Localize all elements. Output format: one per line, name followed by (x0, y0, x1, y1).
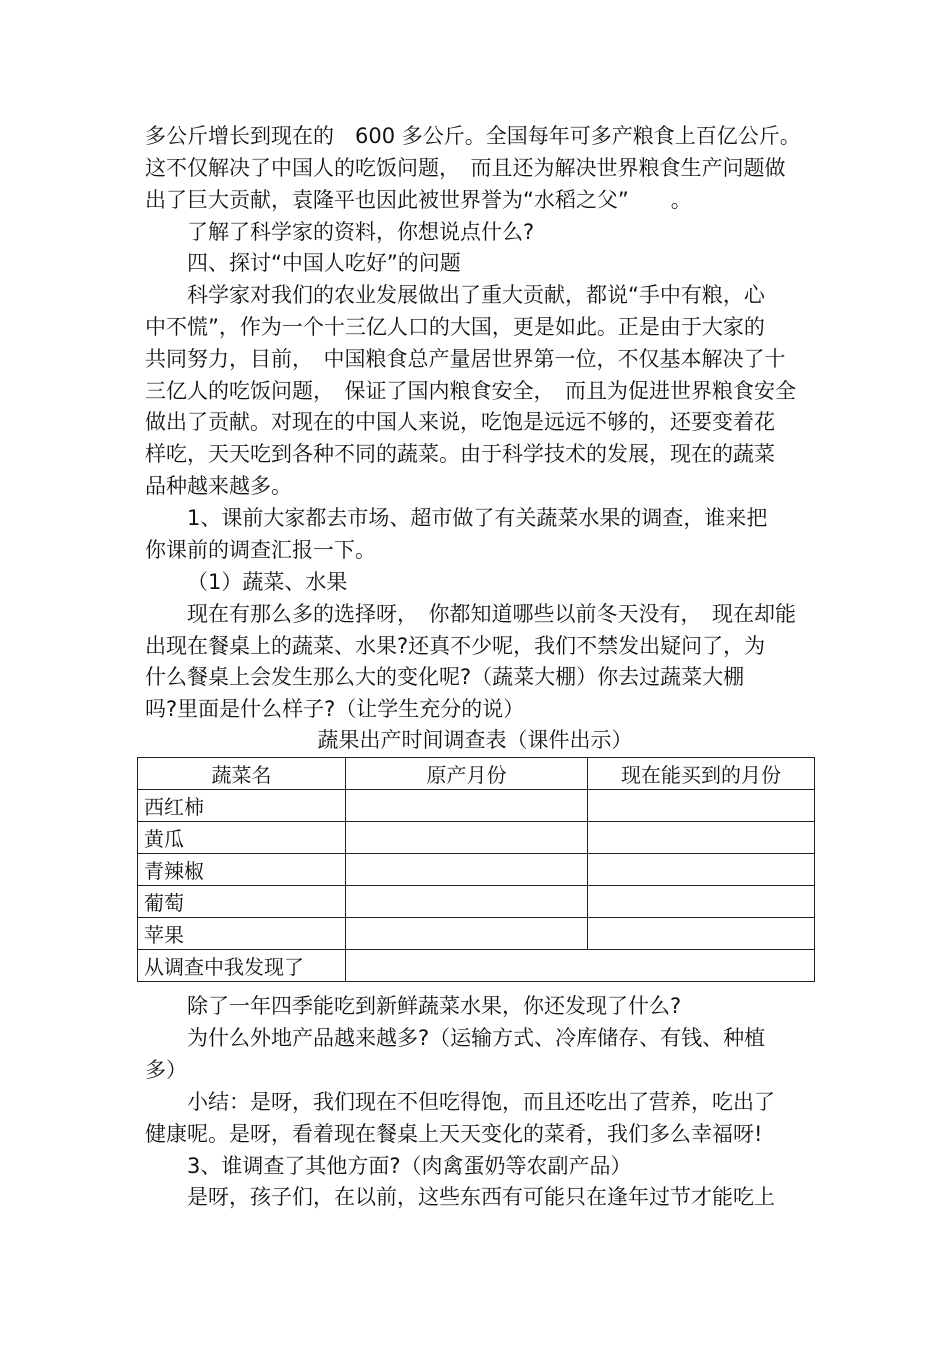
table-row (138, 790, 815, 822)
column-header-current-month: 现在能买到的月份 (588, 758, 815, 790)
empty-cell (346, 886, 588, 918)
text-line: 1、课前大家都去市场、超市做了有关蔬菜水果的调查，谁来把 (187, 506, 768, 530)
column-header-original-month: 原产月份 (346, 758, 588, 790)
empty-cell (588, 790, 815, 822)
text-line: 多公斤增长到现在的 600 多公斤。全国每年可多产粮食上百亿公斤。 (145, 124, 801, 148)
text-line: 共同努力，目前， 中国粮食总产量居世界第一位，不仅基本解决了十 (145, 347, 786, 371)
text-line: 出了巨大贡献，袁隆平也因此被世界誉为“水稻之父” 。 (145, 188, 692, 212)
text-line: 3、谁调查了其他方面?（肉禽蛋奶等农副产品） (187, 1154, 632, 1178)
text-line: 吗?里面是什么样子?（让学生充分的说） (145, 697, 525, 721)
empty-cell (346, 822, 588, 854)
vegetable-name-cell: 西红柿 (138, 790, 346, 822)
text-line: 是呀，孩子们，在以前，这些东西有可能只在逢年过节才能吃上 (187, 1185, 775, 1209)
table-row (138, 822, 815, 854)
table-caption: 蔬果出产时间调查表（课件出示） (317, 728, 633, 752)
empty-cell (346, 854, 588, 886)
table-row (138, 918, 815, 950)
empty-cell (588, 822, 815, 854)
empty-cell (588, 918, 815, 950)
empty-cell (346, 790, 588, 822)
subsection-heading: （1）蔬菜、水果 (187, 570, 348, 594)
text-line: 这不仅解决了中国人的吃饭问题， 而且还为解决世界粮食生产问题做 (145, 156, 786, 180)
text-line: 健康呢。是呀，看着现在餐桌上天天变化的菜肴，我们多么幸福呀! (145, 1122, 763, 1146)
text-line: 出现在餐桌上的蔬菜、水果?还真不少呢，我们不禁发出疑问了，为 (145, 634, 766, 658)
empty-cell (588, 854, 815, 886)
table-row (138, 886, 815, 918)
text-line: 现在有那么多的选择呀， 你都知道哪些以前冬天没有， 现在却能 (187, 602, 796, 626)
column-header-vegetable: 蔬菜名 (138, 758, 346, 790)
text-line: 你课前的调查汇报一下。 (145, 538, 376, 562)
vegetable-name-cell: 黄瓜 (138, 822, 346, 854)
section-heading: 四、探讨“中国人吃好”的问题 (187, 251, 461, 275)
empty-cell (346, 918, 588, 950)
text-line: 三亿人的吃饭问题， 保证了国内粮食安全， 而且为促进世界粮食安全 (145, 379, 796, 403)
vegetable-name-cell: 苹果 (138, 918, 346, 950)
vegetable-name-cell: 青辣椒 (138, 854, 346, 886)
text-line: 为什么外地产品越来越多?（运输方式、冷库储存、有钱、种植 (187, 1026, 766, 1050)
text-line: 小结：是呀，我们现在不但吃得饱，而且还吃出了营养，吃出了 (187, 1090, 775, 1114)
vegetable-name-cell: 葡萄 (138, 886, 346, 918)
findings-label-cell: 从调查中我发现了 (138, 950, 346, 982)
text-line: 什么餐桌上会发生那么大的变化呢?（蔬菜大棚）你去过蔬菜大棚 (145, 665, 745, 689)
empty-cell (588, 886, 815, 918)
text-line: 除了一年四季能吃到新鲜蔬菜水果，你还发现了什么? (187, 994, 682, 1018)
text-line: 科学家对我们的农业发展做出了重大贡献，都说“手中有粮，心 (187, 283, 765, 307)
text-line: 中不慌”，作为一个十三亿人口的大国，更是如此。正是由于大家的 (145, 315, 765, 339)
text-line: 多） (145, 1058, 187, 1082)
text-line: 品种越来越多。 (145, 474, 292, 498)
table-row (138, 854, 815, 886)
survey-table (137, 757, 815, 982)
table-footer-row (138, 950, 815, 982)
findings-empty-cell (346, 950, 815, 982)
text-line: 了解了科学家的资料，你想说点什么? (187, 220, 535, 244)
text-line: 做出了贡献。对现在的中国人来说，吃饱是远远不够的，还要变着花 (145, 410, 775, 434)
table-header-row (138, 758, 815, 790)
text-line: 样吃，天天吃到各种不同的蔬菜。由于科学技术的发展，现在的蔬菜 (145, 442, 775, 466)
